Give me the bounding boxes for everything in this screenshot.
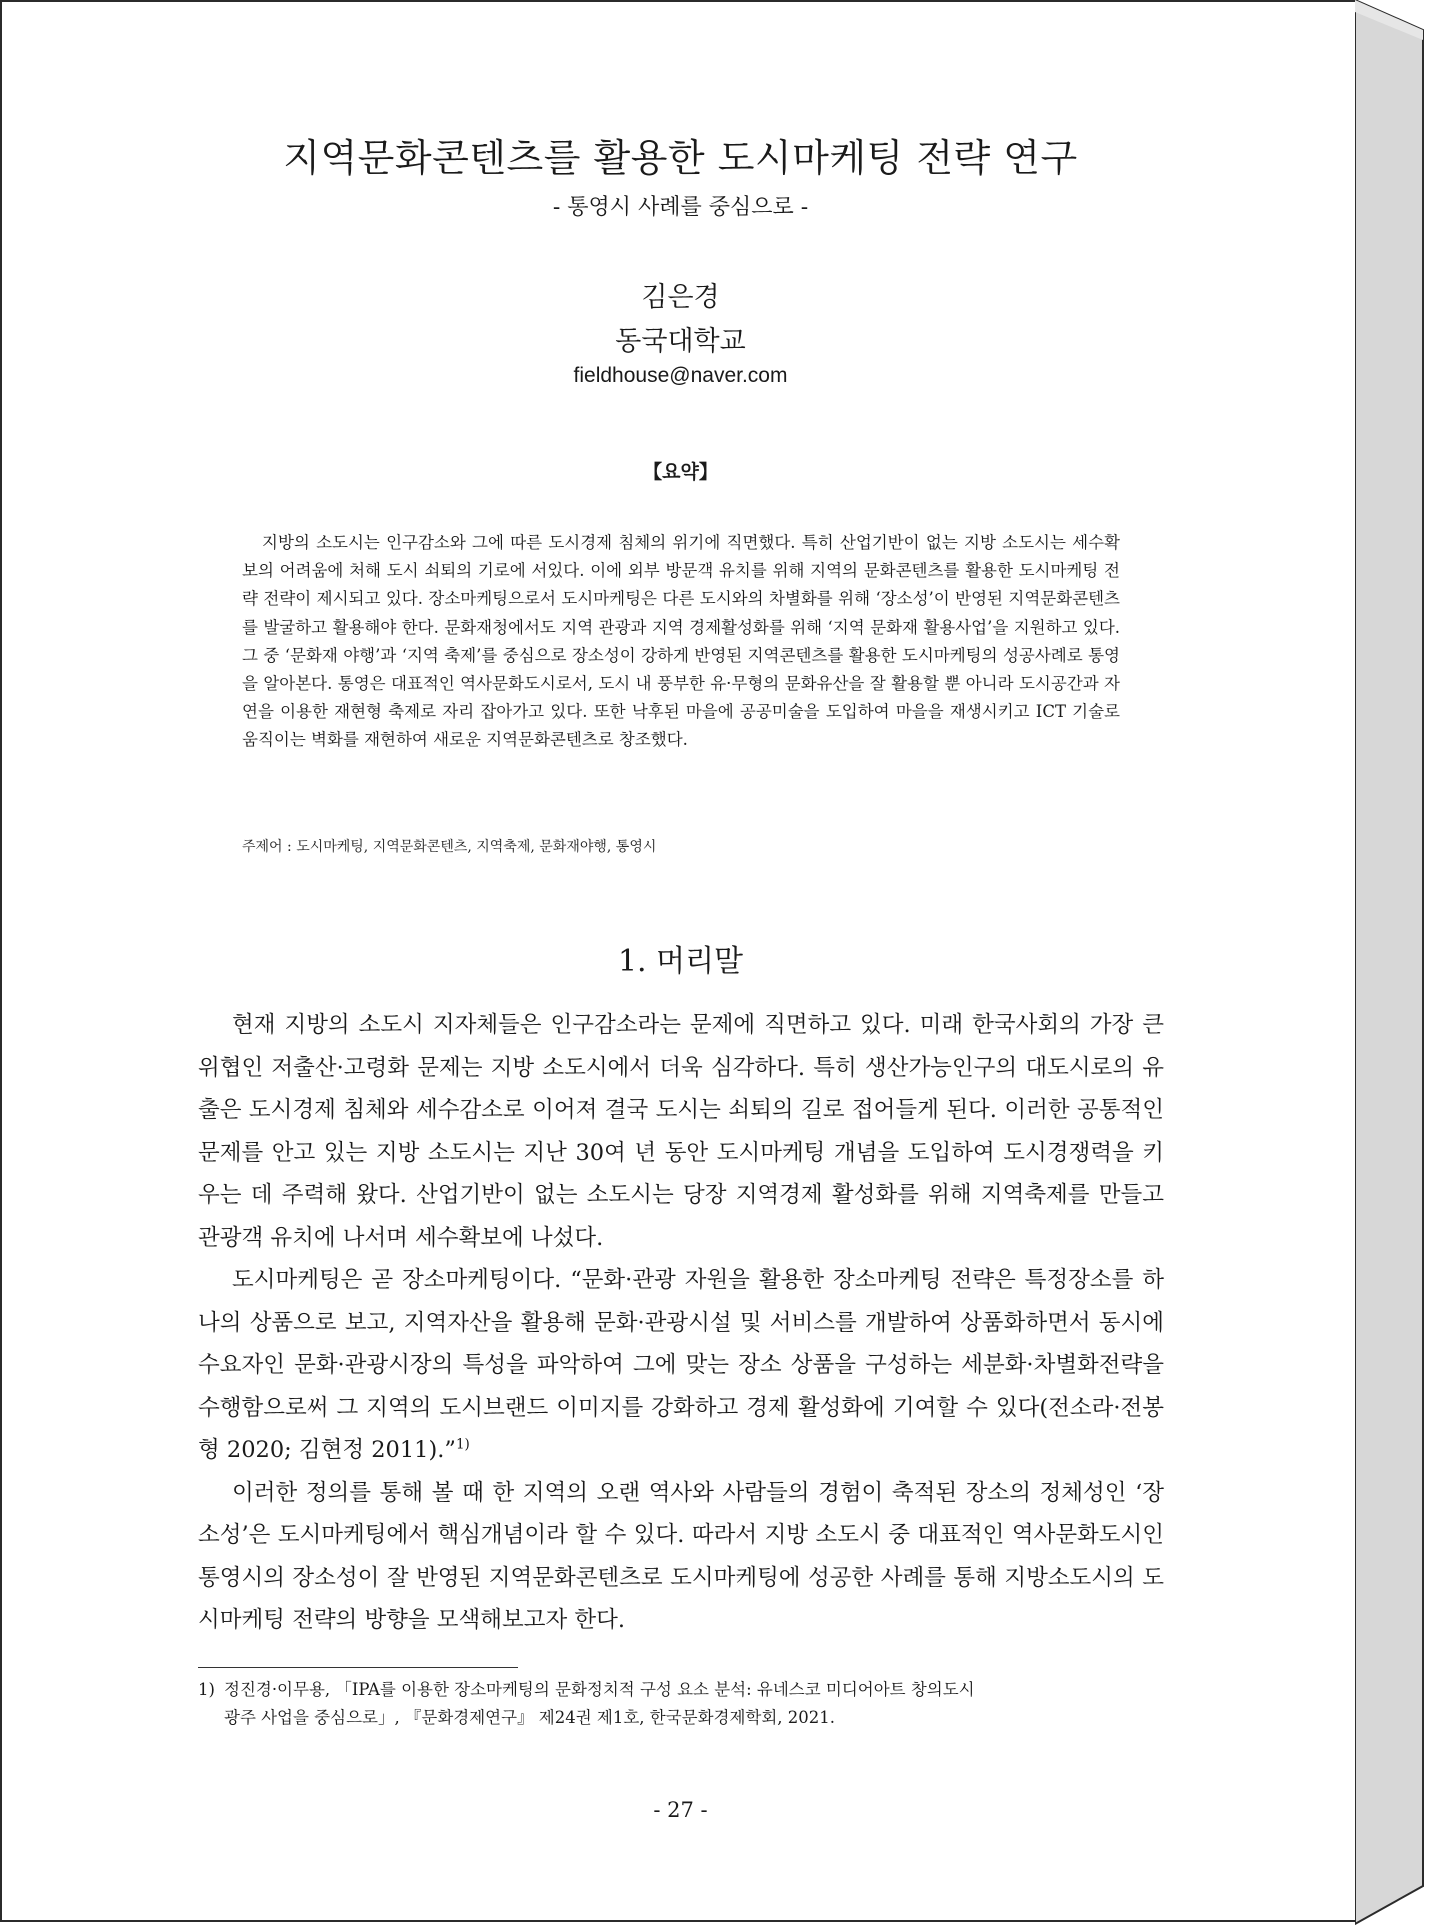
stacked-page-edge xyxy=(1355,0,1437,1926)
footnote-line-1 xyxy=(198,1676,1164,1704)
keywords: 주제어 : 도시마케팅, 지역문화콘텐츠, 지역축제, 문화재야행, 통영시 xyxy=(242,839,657,855)
paragraph: 이러한 정의를 통해 볼 때 한 지역의 오랜 역사와 사람들의 경험이 축적된 장소의 정체성인 ‘장소성’은 도시마케팅에서 핵심개념이라 할 수 있다. 따라서 지방 소도시 중 대표적인 역사문화도시인 통영시의 장소성이 잘 반영된 지역문화콘텐츠로 도시마케팅에 성공한 사례를 통해 지방소도시의 도시마케팅 전략의 방향을 모색해보고자 한다. xyxy=(198,1479,1164,1633)
footnote-number: 1) xyxy=(198,1680,215,1699)
paragraph: 현재 지방의 소도시 지자체들은 인구감소라는 문제에 직면하고 있다. 미래 한국사회의 가장 큰 위협인 저출산·고령화 문제는 지방 소도시에서 더욱 심각하다. 특히 생산가능인구의 대도시로의 유출은 도시경제 침체와 세수감소로 이어져 결국 도시는 쇠퇴의 길로 접어들게 된다. 이러한 공통적인 문제를 안고 있는 지방 소도시는 지난 30여 년 동안 도시마케팅 개념을 도입하여 도시경쟁력을 키우는 데 주력해 왔다. 산업기반이 없는 소도시는 당장 지역경제 활성화를 위해 지역축제를 만들고 관광객 유치에 나서며 세수확보에 나섰다. xyxy=(198,1012,1164,1251)
abstract-block xyxy=(242,529,1120,755)
paragraph xyxy=(198,1259,1164,1472)
footnote-divider xyxy=(198,1667,518,1668)
abstract-heading: 【요약】 xyxy=(643,462,718,483)
paper-title: 지역문화콘텐츠를 활용한 도시마케팅 전략 연구 xyxy=(283,136,1078,180)
footnote-ref[interactable]: 1) xyxy=(455,1436,470,1453)
section-heading: 1. 머리말 xyxy=(617,944,744,979)
abstract-text: 지방의 소도시는 인구감소와 그에 따른 도시경제 침체의 위기에 직면했다. 특히 산업기반이 없는 지방 소도시는 세수확보의 어려움에 처해 도시 쇠퇴의 기로에 서있다. 이에 외부 방문객 유치를 위해 지역의 문화콘텐츠를 활용한 도시마케팅 전략 전략이 제시되고 있다. 장소마케팅으로서 도시마케팅은 다른 도시와의 차별화를 위해 ‘장소성’이 반영된 지역문화콘텐츠를 발굴하고 활용해야 한다. 문화재청에서도 지역 관광과 지역 경제활성화를 위해 ‘지역 문화재 활용사업’을 지원하고 있다. 그 중 ‘문화재 야행’과 ‘지역 축제’를 중심으로 장소성이 강하게 반영된 지역콘텐츠를 활용한 도시마케팅의 성공사례로 통영을 알아본다. 통영은 대표적인 역사문화도시로서, 도시 내 풍부한 유·무형의 문화유산을 잘 활용할 뿐 아니라 도시공간과 자연을 이용한 재현형 축제로 자리 잡아가고 있다. 또한 낙후된 마을에 공공미술을 도입하여 마을을 재생시키고 ICT 기술로 움직이는 벽화를 재현하여 새로운 지역문화콘텐츠로 창조했다. xyxy=(242,533,1120,750)
author-affiliation: 동국대학교 xyxy=(615,326,746,357)
footnote-text-1: 정진경·이무용, 「IPA를 이용한 장소마케팅의 문화정치적 구성 요소 분석: 유네스코 미디어아트 창의도시 xyxy=(224,1680,975,1699)
paper-subtitle: - 통영시 사례를 중심으로 - xyxy=(552,195,809,220)
footnote xyxy=(198,1676,1164,1732)
paragraph-text: 도시마케팅은 곧 장소마케팅이다. “문화·관광 자원을 활용한 장소마케팅 전략은 특정장소를 하나의 상품으로 보고, 지역자산을 활용해 문화·관광시설 및 서비스를 개발하여 상품화하면서 동시에 수요자인 문화·관광시장의 특성을 파악하여 그에 맞는 장소 상품을 구성하는 세분화·차별화전략을 수행함으로써 그 지역의 도시브랜드 이미지를 강화하고 경제 활성화에 기여할 수 있다(전소라·전봉형 2020; 김현정 2011).” xyxy=(198,1267,1164,1463)
page-number: - 27 - xyxy=(653,1798,708,1822)
author-name: 김은경 xyxy=(641,282,720,313)
footnote-text-2: 광주 사업을 중심으로」, 『문화경제연구』 제24권 제1호, 한국문화경제학회, 2021. xyxy=(224,1708,836,1727)
author-email: fieldhouse@naver.com xyxy=(573,364,788,387)
body-text xyxy=(198,1004,1164,1642)
